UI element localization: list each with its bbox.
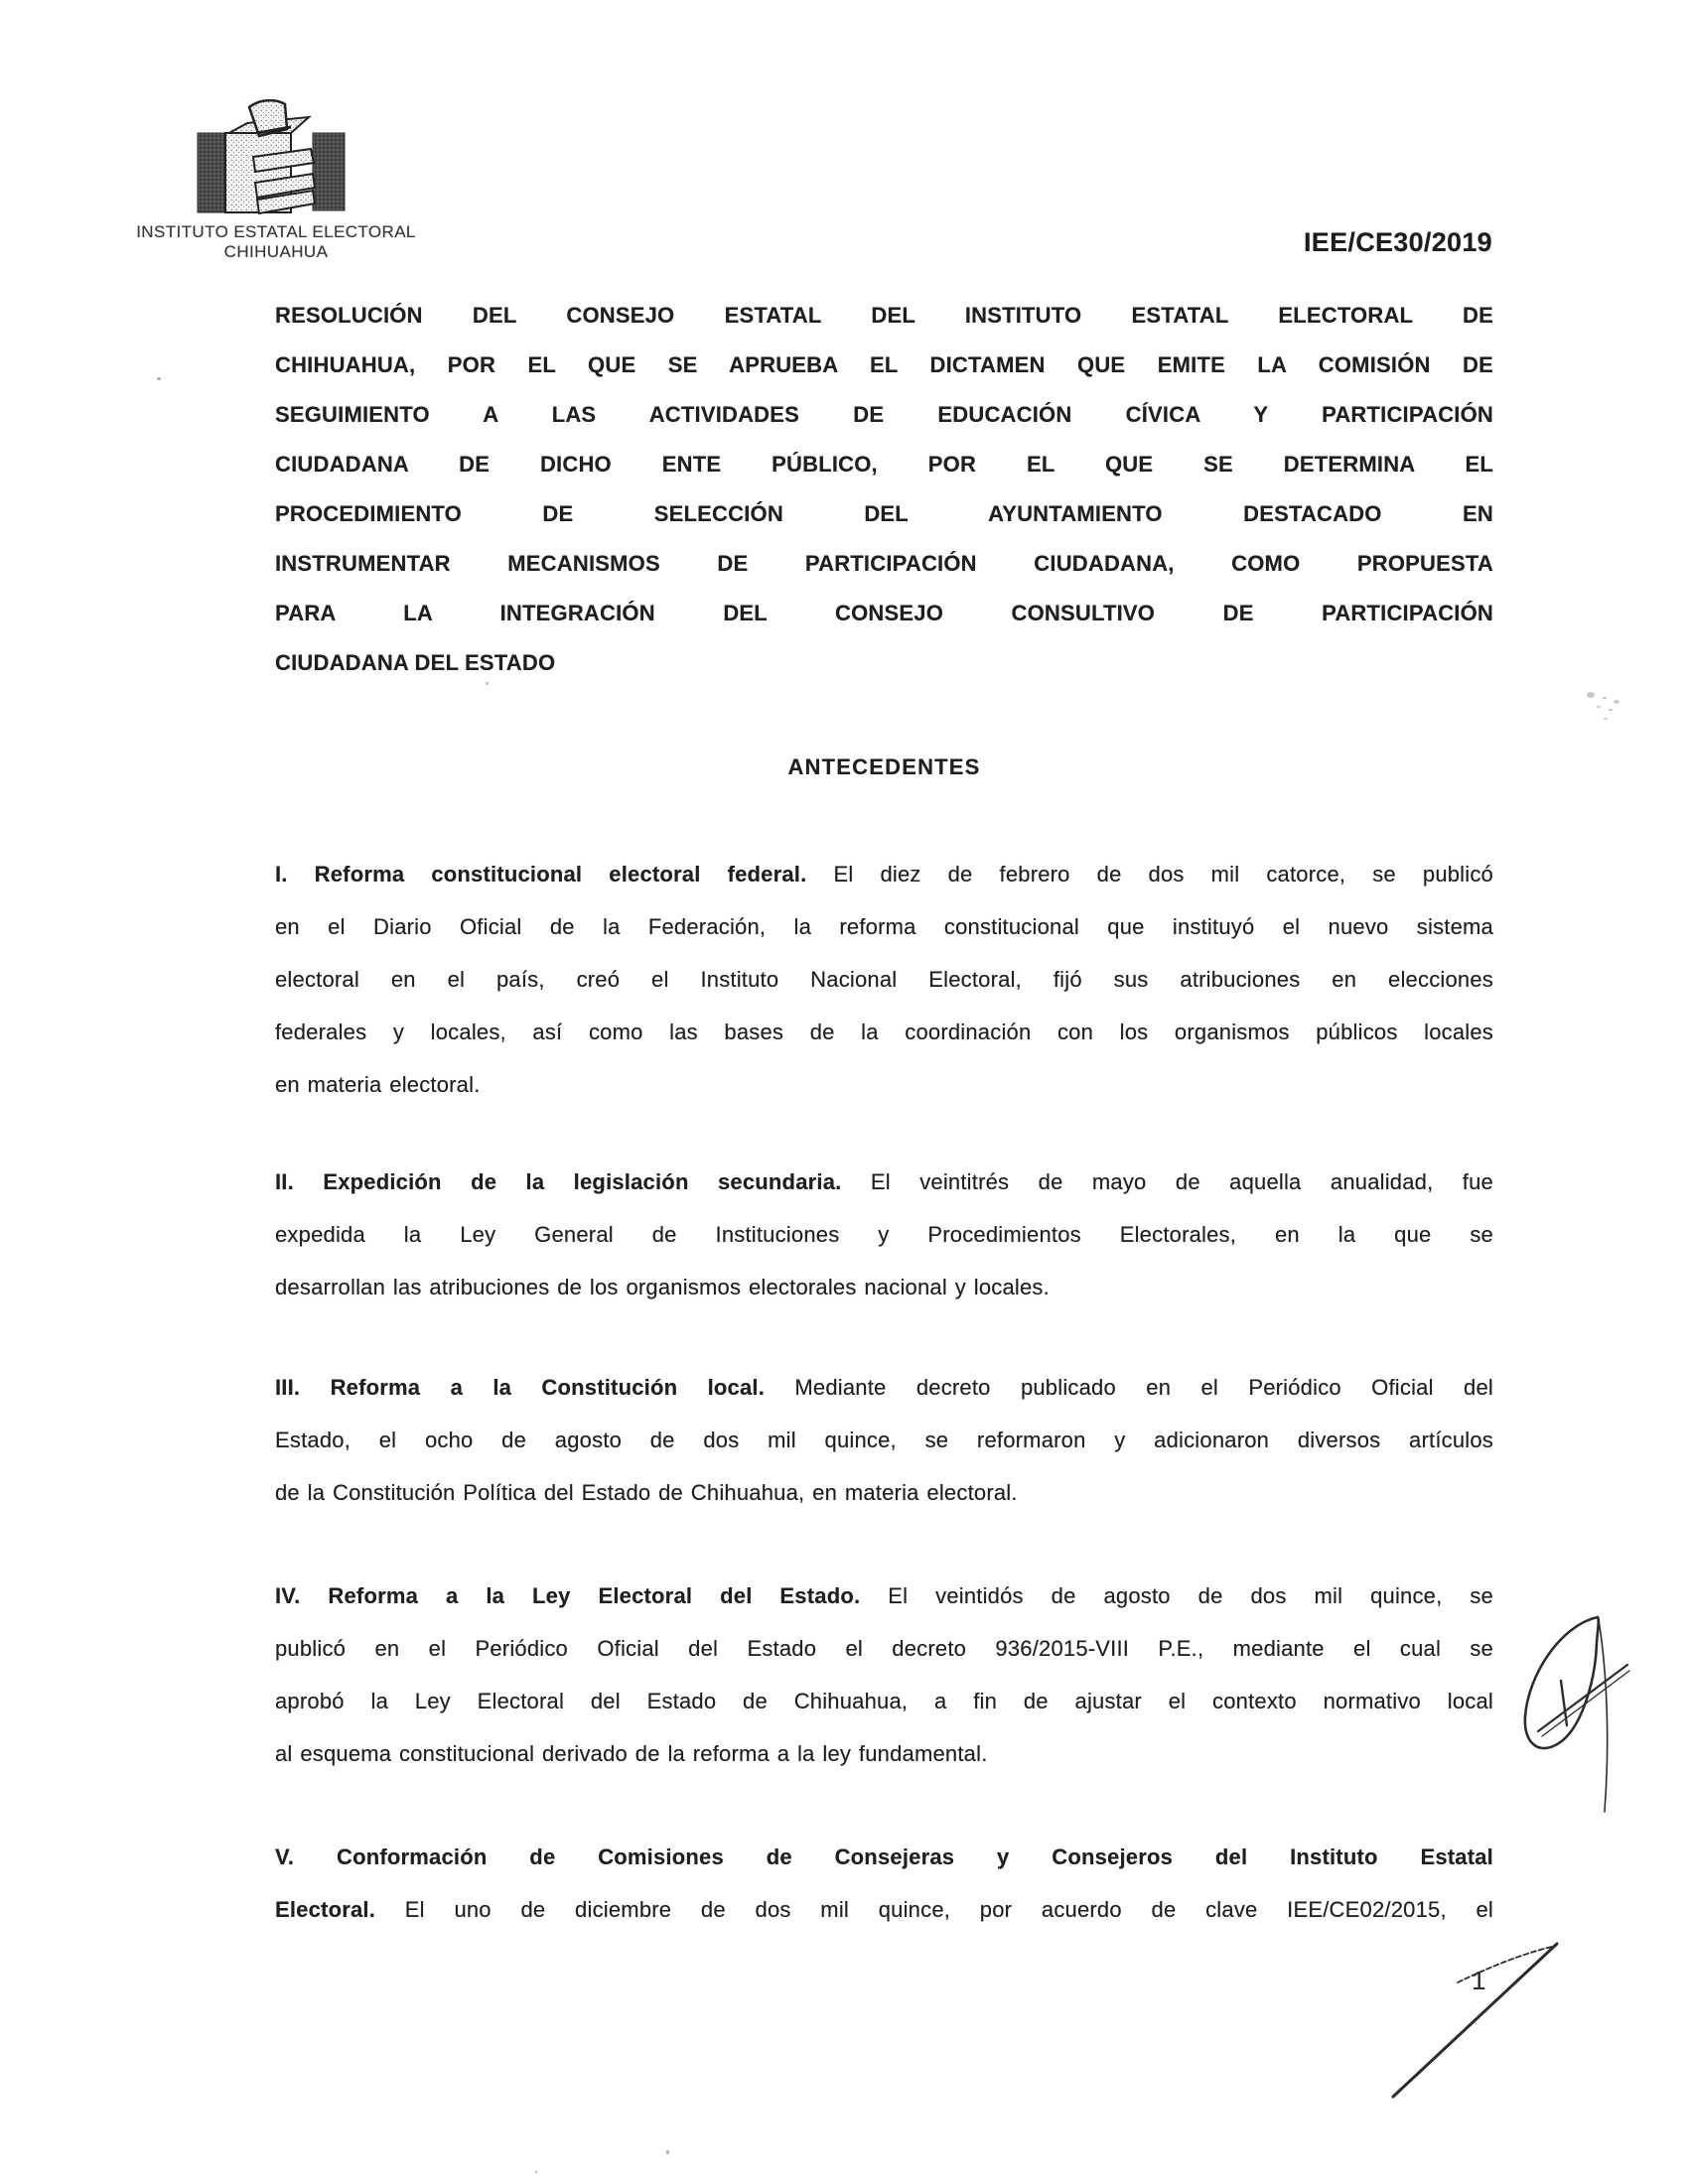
scan-speck — [486, 682, 489, 685]
body-line: al esquema constitucional derivado de la reforma a la ley fundamental. — [275, 1741, 988, 1766]
title-line: RESOLUCIÓN DEL CONSEJO ESTATAL DEL INSTITUTO ESTATAL ELECTORAL DE — [275, 303, 1493, 328]
body-line: Electoral. El uno de diciembre de dos mil quince, por acuerdo de clave IEE/CE02/2015, el — [275, 1897, 1493, 1922]
body-line: Estado, el ocho de agosto de dos mil quince, se reformaron y adicionaron diversos artículos — [275, 1428, 1493, 1452]
institution-line1: INSTITUTO ESTATAL ELECTORAL — [136, 222, 416, 241]
scan-speck — [666, 2150, 669, 2154]
institution-line2: CHIHUAHUA — [223, 242, 329, 261]
scan-smudge — [1587, 692, 1595, 698]
document-reference: IEE/CE30/2019 — [1303, 227, 1492, 257]
institution-name — [127, 222, 425, 262]
iee-logo — [196, 99, 347, 218]
paragraph-I — [275, 848, 1493, 1111]
paragraph-IV — [275, 1570, 1493, 1780]
body-line: publicó en el Periódico Oficial del Estado el decreto 936/2015-VIII P.E., mediante el cual se — [275, 1636, 1493, 1661]
body-line: III. Reforma a la Constitución local. Mediante decreto publicado en el Periódico Oficial del — [275, 1375, 1493, 1400]
antecedentes-heading: ANTECEDENTES — [787, 754, 981, 779]
title-line: CHIHUAHUA, POR EL QUE SE APRUEBA EL DICTAMEN QUE EMITE LA COMISIÓN DE — [275, 352, 1493, 377]
scan-speck — [157, 377, 161, 380]
body-line: V. Conformación de Comisiones de Consejeras y Consejeros del Instituto Estatal — [275, 1844, 1493, 1869]
body-line: en materia electoral. — [275, 1072, 481, 1097]
paragraph-II — [275, 1156, 1493, 1313]
body-line: de la Constitución Política del Estado de Chihuahua, en materia electoral. — [275, 1480, 1018, 1505]
body-line: en el Diario Oficial de la Federación, la reforma constitucional que instituyó el nuevo sistema — [275, 914, 1493, 939]
title-line: PARA LA INTEGRACIÓN DEL CONSEJO CONSULTIVO DE PARTICIPACIÓN — [275, 601, 1493, 625]
body-line: IV. Reforma a la Ley Electoral del Estado. El veintidós de agosto de dos mil quince, se — [275, 1583, 1493, 1608]
body-line: expedida la Ley General de Instituciones y Procedimientos Electorales, en la que se — [275, 1222, 1493, 1247]
paragraph-III — [275, 1361, 1493, 1519]
body-line: desarrollan las atribuciones de los organismos electorales nacional y locales. — [275, 1275, 1050, 1299]
resolution-title — [275, 291, 1493, 688]
title-line: PROCEDIMIENTO DE SELECCIÓN DEL AYUNTAMIENTO DESTACADO EN — [275, 501, 1493, 526]
body-line: federales y locales, así como las bases de la coordinación con los organismos públicos locales — [275, 1020, 1493, 1044]
body-line: II. Expedición de la legislación secundaria. El veintitrés de mayo de aquella anualidad, fue — [275, 1169, 1493, 1194]
title-line: CIUDADANA DE DICHO ENTE PÚBLICO, POR EL QUE SE DETERMINA EL — [275, 452, 1493, 477]
paragraph-V — [275, 1831, 1493, 1936]
title-line: SEGUIMIENTO A LAS ACTIVIDADES DE EDUCACIÓN CÍVICA Y PARTICIPACIÓN — [275, 402, 1493, 427]
body-line: electoral en el país, creó el Instituto Nacional Electoral, fijó sus atribuciones en elecciones — [275, 967, 1493, 992]
scan-speck — [535, 2170, 537, 2173]
signature-stroke — [1380, 1931, 1574, 2115]
title-line: CIUDADANA DEL ESTADO — [275, 650, 556, 675]
signature-rubric — [1516, 1605, 1640, 1819]
body-line: aprobó la Ley Electoral del Estado de Chihuahua, a fin de ajustar el contexto normativo local — [275, 1689, 1493, 1713]
body-line: I. Reforma constitucional electoral federal. El diez de febrero de dos mil catorce, se publicó — [275, 862, 1493, 887]
ballot-box-icon — [196, 99, 347, 218]
title-line: INSTRUMENTAR MECANISMOS DE PARTICIPACIÓN CIUDADANA, COMO PROPUESTA — [275, 551, 1493, 576]
page-number: 1 — [1472, 1966, 1486, 1995]
